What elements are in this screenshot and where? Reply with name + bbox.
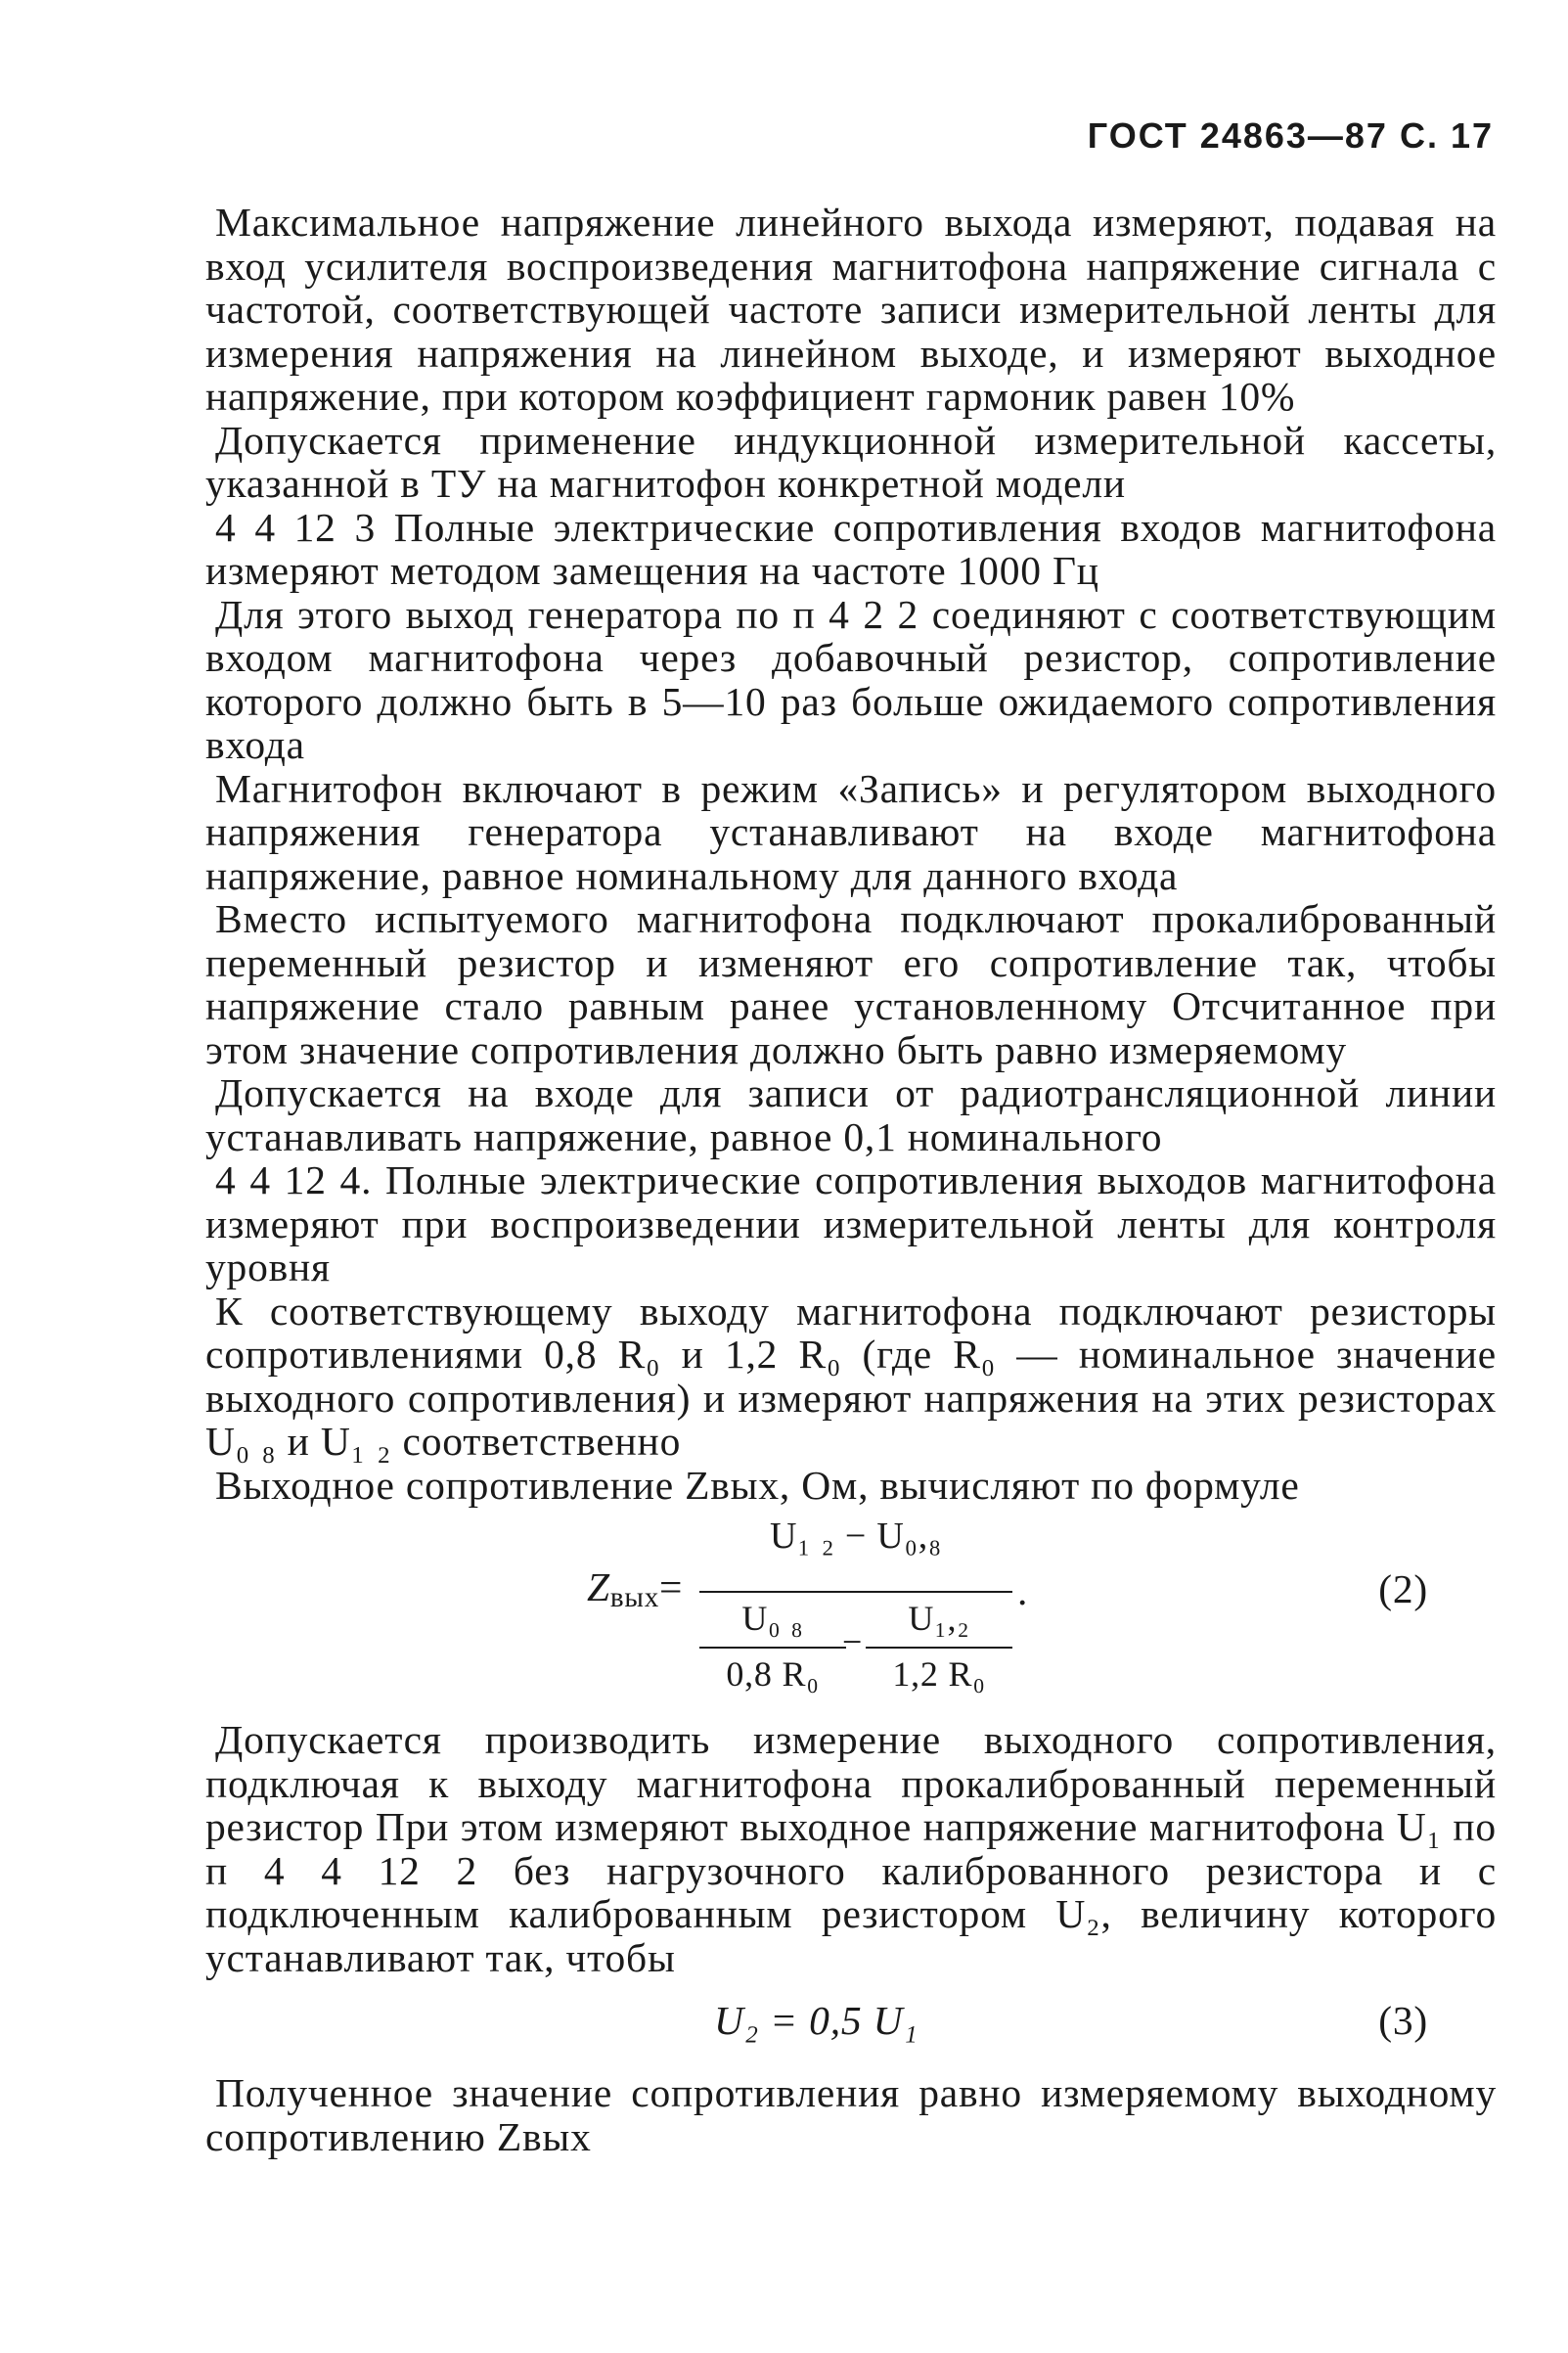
paragraph-generator-connection: Для этого выход генератора по п 4 2 2 соединяют с соответствующим входом магнитофона через добавочный резистор, сопротивление которого должно быть в 5—10 раз больше ожидаемого сопротивления входа [205, 591, 1497, 767]
formula-2-denominator-left: U₀ ₈ 0,8 R₀ [699, 1597, 846, 1696]
paragraph-formula-intro: Выходное сопротивление Zвых, Ом, вычисляют по формуле [215, 1462, 1300, 1508]
paragraph-max-voltage: Максимальное напряжение линейного выхода измеряют, подавая на вход усилителя воспроизведения магнитофона напряжение сигнала с частотой, соответствующей частоте записи измерительной ленты для измерения напряжения на линейном выходе, и измеряют выходное напряжение, при котором коэффициент гармоник равен 10% [205, 200, 1497, 419]
paragraph-alternative-method: Допускается производить измерение выходного сопротивления, подключая к выходу магнитофона прокалиброванный переменный резистор При этом измеряют выходное напряжение магнитофона U₁ по п 4 4 12 2 без нагрузочного калиброванного резистора и с подключенным калиброванным резистором U₂, величину которого устанавливают так, чтобы [205, 1717, 1497, 1980]
document-body [205, 201, 1497, 2158]
paragraph-calibrated-resistor: Вместо испытуемого магнитофона подключают прокалиброванный переменный резистор и изменяют его сопротивление так, чтобы напряжение стало равным ранее установленному Отсчитанное при этом значение сопротивления должно быть равно измеряемому [205, 896, 1497, 1072]
formula-2-number: (2) [1378, 1566, 1428, 1611]
paragraph-resistors: К соответствующему выходу магнитофона подключают резисторы сопротивлениями 0,8 R₀ и 1,2 R₀ (где R₀ — номинальное значение выходного сопротивления) и измеряют напряжения на этих резисторах U₀ ₈ и U₁ ₂ соответственно [205, 1288, 1497, 1464]
formula-3-expression: U₂ = 0,5 U₁ [714, 1998, 918, 2043]
paragraph-record-mode: Магнитофон включают в режим «Запись» и регулятором выходного напряжения генератора устанавливают на входе магнитофона напряжение, равное номинальному для данного входа [205, 765, 1497, 898]
formula-2-dot: . [1017, 1568, 1029, 1613]
formula-2-lhs: $Z_{вых}=$ [587, 1564, 684, 1613]
formula-2-denominator-right: U₁,₂ 1,2 R₀ [866, 1597, 1012, 1696]
page-header: ГОСТ 24863—87 С. 17 [1087, 115, 1494, 156]
formula-2-minus: − [842, 1622, 864, 1661]
paragraph-radio-line: Допускается на входе для записи от радиотрансляционной линии устанавливать напряжение, равное 0,1 номинального [205, 1070, 1497, 1159]
paragraph-result: Полученное значение сопротивления равно измеряемому выходному сопротивлению Zвых [205, 2070, 1497, 2159]
formula-2 [205, 1515, 1497, 1698]
formula-3 [205, 1993, 1497, 2054]
formula-3-number: (3) [1378, 1998, 1428, 2043]
formula-2-main-bar [699, 1591, 1012, 1593]
paragraph-4-4-12-4: 4 4 12 4. Полные электрические сопротивления выходов магнитофона измеряют при воспроизведении измерительной ленты для контроля уровня [205, 1157, 1497, 1290]
paragraph-induction-cassette: Допускается применение индукционной измерительной кассеты, указанной в ТУ на магнитофон конкретной модели [205, 417, 1497, 506]
formula-2-numerator: U₁ ₂ − U₀,₈ [769, 1516, 943, 1557]
paragraph-4-4-12-3: 4 4 12 3 Полные электрические сопротивления входов магнитофона измеряют методом замещения на частоте 1000 Гц [205, 504, 1497, 593]
